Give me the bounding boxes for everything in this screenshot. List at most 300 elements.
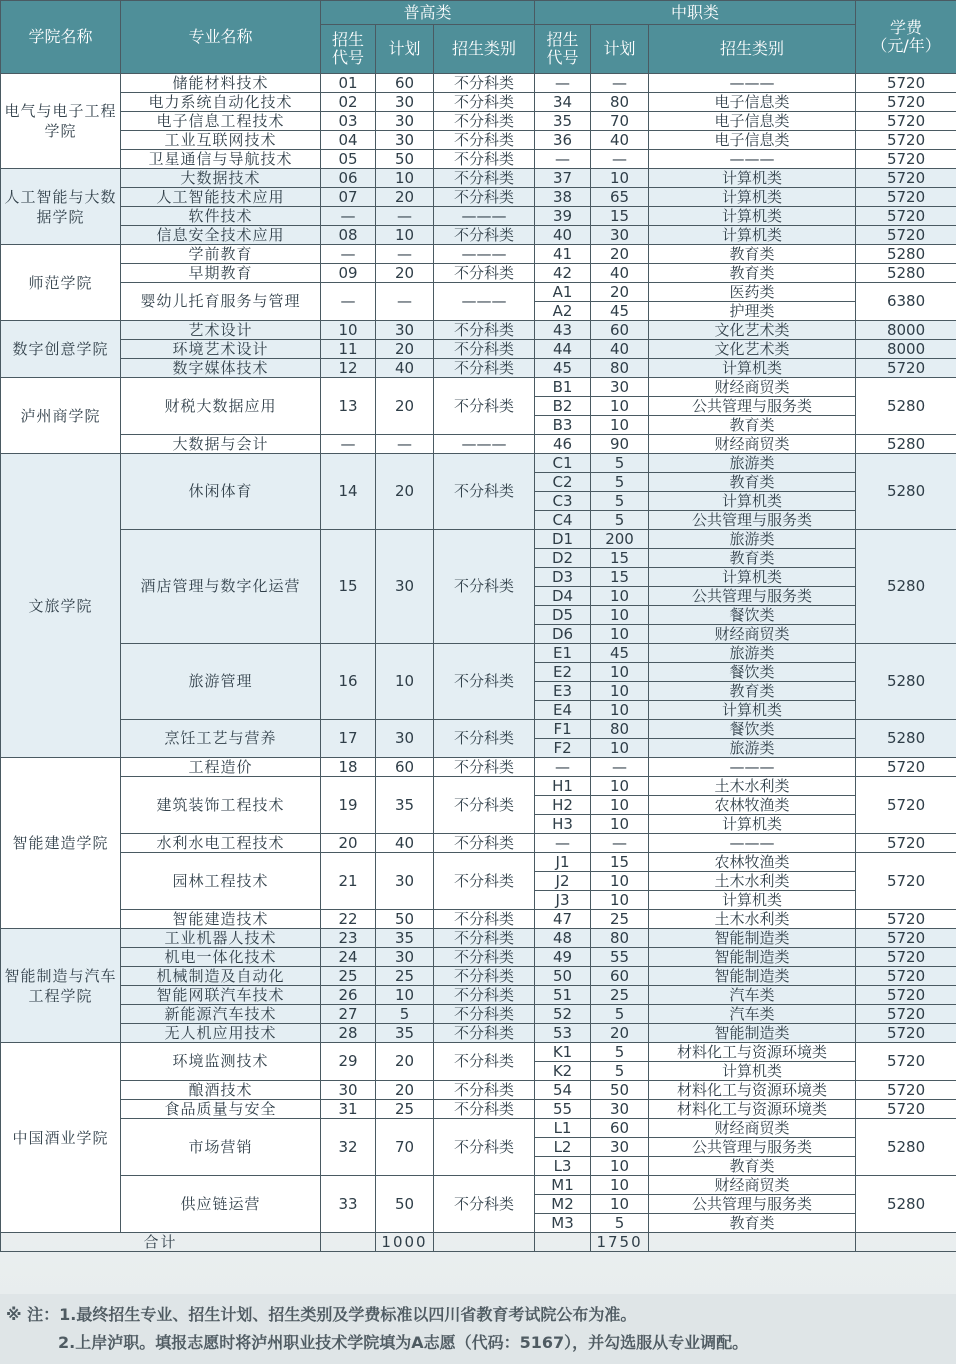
fee-value: 5720 <box>856 188 956 207</box>
gz-plan: 30 <box>376 112 434 131</box>
gz-plan: — <box>376 283 434 321</box>
table-row <box>1 1119 956 1138</box>
gz-plan: 10 <box>376 986 434 1005</box>
major-name: 机械制造及自动化 <box>121 967 321 986</box>
gz-category: 不分科类 <box>434 454 535 530</box>
zz-category: 教育类 <box>649 682 856 701</box>
fee-value: 5280 <box>856 644 956 720</box>
header-zz-code-line1: 招生 <box>546 30 579 49</box>
gz-plan: 40 <box>376 834 434 853</box>
table-row <box>1 207 956 226</box>
major-name: 电子信息工程技术 <box>121 112 321 131</box>
gz-code: 05 <box>321 150 376 169</box>
zz-plan: 80 <box>591 929 649 948</box>
gz-code: 30 <box>321 1081 376 1100</box>
gz-code: 17 <box>321 720 376 758</box>
major-name: 酿酒技术 <box>121 1081 321 1100</box>
fee-value: 5720 <box>856 986 956 1005</box>
zz-category: 财经商贸类 <box>649 1176 856 1195</box>
header-gz-category: 招生类别 <box>434 25 535 74</box>
zz-plan: 200 <box>591 530 649 549</box>
zz-category: 计算机类 <box>649 891 856 910</box>
zz-plan: 15 <box>591 853 649 872</box>
zz-code: 54 <box>535 1081 591 1100</box>
gz-category: 不分科类 <box>434 359 535 378</box>
major-name: 数字媒体技术 <box>121 359 321 378</box>
gz-plan: 30 <box>376 93 434 112</box>
fee-value: 5720 <box>856 1100 956 1119</box>
zz-plan: 10 <box>591 796 649 815</box>
table-body <box>1 74 956 1233</box>
gz-category: 不分科类 <box>434 1005 535 1024</box>
zz-category: 护理类 <box>649 302 856 321</box>
fee-value: 5720 <box>856 834 956 853</box>
zz-code: J1 <box>535 853 591 872</box>
gz-code: 25 <box>321 967 376 986</box>
zz-category: 计算机类 <box>649 226 856 245</box>
zz-code: D6 <box>535 625 591 644</box>
gz-category: 不分科类 <box>434 967 535 986</box>
zz-code: F2 <box>535 739 591 758</box>
major-name: 艺术设计 <box>121 321 321 340</box>
zz-plan: 5 <box>591 1062 649 1081</box>
table-row <box>1 340 956 359</box>
table-row <box>1 93 956 112</box>
gz-plan: 20 <box>376 188 434 207</box>
total-zz-code <box>535 1233 591 1252</box>
gz-category: 不分科类 <box>434 758 535 777</box>
gz-category: 不分科类 <box>434 948 535 967</box>
gz-code: 01 <box>321 74 376 93</box>
gz-plan: 50 <box>376 150 434 169</box>
fee-value: 8000 <box>856 340 956 359</box>
fee-value: 5720 <box>856 150 956 169</box>
major-name: 环境监测技术 <box>121 1043 321 1081</box>
zz-category: 公共管理与服务类 <box>649 511 856 530</box>
zz-plan: 40 <box>591 131 649 150</box>
gz-code: 04 <box>321 131 376 150</box>
fee-value: 5720 <box>856 853 956 910</box>
zz-plan: 10 <box>591 777 649 796</box>
major-name: 园林工程技术 <box>121 853 321 910</box>
fee-value: 6380 <box>856 283 956 321</box>
zz-category: 计算机类 <box>649 1062 856 1081</box>
zz-category: 旅游类 <box>649 739 856 758</box>
gz-plan: 35 <box>376 777 434 834</box>
zz-plan: 60 <box>591 321 649 340</box>
zz-plan: 5 <box>591 473 649 492</box>
gz-plan: — <box>376 435 434 454</box>
note-line-2: 2.上岸泸职。填报志愿时将泸州职业技术学院填为A志愿（代码：5167），并勾选服从专业调配。 <box>58 1333 749 1352</box>
gz-code: 03 <box>321 112 376 131</box>
zz-code: H1 <box>535 777 591 796</box>
header-gz-code-line1: 招生 <box>331 30 364 49</box>
gz-category: 不分科类 <box>434 834 535 853</box>
fee-value: 5280 <box>856 454 956 530</box>
zz-plan: 10 <box>591 1176 649 1195</box>
zz-category: ——— <box>649 74 856 93</box>
gz-category: 不分科类 <box>434 150 535 169</box>
major-name: 学前教育 <box>121 245 321 264</box>
table-row <box>1 245 956 264</box>
zz-plan: 25 <box>591 986 649 1005</box>
zz-code: 45 <box>535 359 591 378</box>
fee-value: 5280 <box>856 435 956 454</box>
zz-plan: 50 <box>591 1081 649 1100</box>
zz-code: M3 <box>535 1214 591 1233</box>
gz-category: 不分科类 <box>434 169 535 188</box>
zz-plan: 70 <box>591 112 649 131</box>
zz-code: 52 <box>535 1005 591 1024</box>
zz-code: E1 <box>535 644 591 663</box>
gz-plan: 40 <box>376 359 434 378</box>
fee-value: 5720 <box>856 1005 956 1024</box>
zz-plan: 10 <box>591 397 649 416</box>
gz-code: 06 <box>321 169 376 188</box>
gz-code: — <box>321 207 376 226</box>
zz-plan: 10 <box>591 625 649 644</box>
zz-code: E4 <box>535 701 591 720</box>
major-name: 工业机器人技术 <box>121 929 321 948</box>
zz-plan: 80 <box>591 720 649 739</box>
zz-category: 智能制造类 <box>649 929 856 948</box>
gz-plan: 60 <box>376 758 434 777</box>
zz-code: 40 <box>535 226 591 245</box>
major-name: 旅游管理 <box>121 644 321 720</box>
fee-value: 8000 <box>856 321 956 340</box>
zz-code: D3 <box>535 568 591 587</box>
gz-code: 07 <box>321 188 376 207</box>
table-row <box>1 169 956 188</box>
zz-category: 土木水利类 <box>649 910 856 929</box>
gz-category: 不分科类 <box>434 720 535 758</box>
fee-value: 5720 <box>856 758 956 777</box>
zz-code: D1 <box>535 530 591 549</box>
header-gz-code <box>321 25 376 74</box>
zz-plan: 30 <box>591 226 649 245</box>
zz-category: ——— <box>649 834 856 853</box>
gz-category: 不分科类 <box>434 530 535 644</box>
gz-category: 不分科类 <box>434 112 535 131</box>
gz-category: 不分科类 <box>434 929 535 948</box>
zz-plan: 45 <box>591 302 649 321</box>
table-row <box>1 1043 956 1062</box>
header-zz-code <box>535 25 591 74</box>
major-name: 大数据技术 <box>121 169 321 188</box>
table-row <box>1 378 956 397</box>
zz-code: B3 <box>535 416 591 435</box>
zz-category: 教育类 <box>649 264 856 283</box>
table-row <box>1 929 956 948</box>
zz-plan: — <box>591 758 649 777</box>
gz-category: 不分科类 <box>434 264 535 283</box>
table-row <box>1 131 956 150</box>
table-row <box>1 720 956 739</box>
zz-plan: 15 <box>591 549 649 568</box>
zz-category: 计算机类 <box>649 815 856 834</box>
major-name: 工程造价 <box>121 758 321 777</box>
gz-code: 32 <box>321 1119 376 1176</box>
zz-code: — <box>535 74 591 93</box>
table-row <box>1 758 956 777</box>
zz-category: 计算机类 <box>649 568 856 587</box>
fee-value: 5280 <box>856 264 956 283</box>
table-row <box>1 910 956 929</box>
fee-value: 5720 <box>856 967 956 986</box>
zz-category: 旅游类 <box>649 530 856 549</box>
zz-category: 公共管理与服务类 <box>649 1138 856 1157</box>
zz-code: D4 <box>535 587 591 606</box>
zz-category: 智能制造类 <box>649 1024 856 1043</box>
zz-plan: 40 <box>591 340 649 359</box>
gz-plan: 30 <box>376 948 434 967</box>
gz-category: 不分科类 <box>434 1100 535 1119</box>
zz-plan: 10 <box>591 416 649 435</box>
major-name: 烹饪工艺与营养 <box>121 720 321 758</box>
major-name: 休闲体育 <box>121 454 321 530</box>
gz-category: 不分科类 <box>434 74 535 93</box>
zz-code: 50 <box>535 967 591 986</box>
table-row <box>1 967 956 986</box>
college-name: 中国酒业学院 <box>1 1043 121 1233</box>
table-row <box>1 777 956 796</box>
total-label: 合计 <box>1 1233 321 1252</box>
header-fee <box>856 1 956 74</box>
zz-plan: 15 <box>591 207 649 226</box>
zz-code: B2 <box>535 397 591 416</box>
zz-category: 文化艺术类 <box>649 321 856 340</box>
gz-category: 不分科类 <box>434 1119 535 1176</box>
zz-plan: 5 <box>591 511 649 530</box>
fee-value: 5720 <box>856 929 956 948</box>
zz-category: 财经商贸类 <box>649 435 856 454</box>
gz-category: 不分科类 <box>434 188 535 207</box>
gz-plan: 50 <box>376 910 434 929</box>
gz-plan: 30 <box>376 853 434 910</box>
table-row <box>1 1081 956 1100</box>
zz-code: — <box>535 758 591 777</box>
fee-value: 5720 <box>856 169 956 188</box>
table-row <box>1 283 956 302</box>
zz-category: 电子信息类 <box>649 131 856 150</box>
gz-code: 12 <box>321 359 376 378</box>
total-gz-code <box>321 1233 376 1252</box>
gz-plan: 50 <box>376 1176 434 1233</box>
gz-plan: 30 <box>376 720 434 758</box>
table-row <box>1 264 956 283</box>
gz-plan: 20 <box>376 340 434 359</box>
gz-code: 21 <box>321 853 376 910</box>
zz-category: 计算机类 <box>649 188 856 207</box>
gz-category: ——— <box>434 245 535 264</box>
gz-category: 不分科类 <box>434 1081 535 1100</box>
major-name: 新能源汽车技术 <box>121 1005 321 1024</box>
zz-plan: 30 <box>591 378 649 397</box>
table-row <box>1 1176 956 1195</box>
zz-category: 旅游类 <box>649 454 856 473</box>
total-gz-category <box>434 1233 535 1252</box>
zz-code: — <box>535 834 591 853</box>
major-name: 储能材料技术 <box>121 74 321 93</box>
header-zz-code-line2: 代号 <box>546 48 579 67</box>
header-zhongzhi: 中职类 <box>535 1 856 25</box>
zz-code: 46 <box>535 435 591 454</box>
major-name: 大数据与会计 <box>121 435 321 454</box>
table-row <box>1 226 956 245</box>
gz-plan: 20 <box>376 378 434 435</box>
gz-plan: — <box>376 207 434 226</box>
table-row <box>1 74 956 93</box>
major-name: 建筑装饰工程技术 <box>121 777 321 834</box>
zz-code: 49 <box>535 948 591 967</box>
major-name: 财税大数据应用 <box>121 378 321 435</box>
gz-code: 16 <box>321 644 376 720</box>
zz-plan: 10 <box>591 587 649 606</box>
table-row <box>1 530 956 549</box>
zz-code: 47 <box>535 910 591 929</box>
gz-category: 不分科类 <box>434 986 535 1005</box>
gz-code: — <box>321 283 376 321</box>
zz-code: A2 <box>535 302 591 321</box>
major-name: 信息安全技术应用 <box>121 226 321 245</box>
zz-code: 37 <box>535 169 591 188</box>
zz-code: 55 <box>535 1100 591 1119</box>
zz-plan: 5 <box>591 454 649 473</box>
zz-category: 教育类 <box>649 1157 856 1176</box>
college-name: 泸州商学院 <box>1 378 121 454</box>
table-row <box>1 644 956 663</box>
zz-category: 土木水利类 <box>649 872 856 891</box>
fee-value: 5280 <box>856 245 956 264</box>
zz-code: 39 <box>535 207 591 226</box>
zz-plan: 25 <box>591 910 649 929</box>
gz-category: 不分科类 <box>434 777 535 834</box>
table-row <box>1 1024 956 1043</box>
total-zz-category <box>649 1233 856 1252</box>
zz-plan: 10 <box>591 1157 649 1176</box>
fee-value: 5280 <box>856 378 956 435</box>
gz-plan: 10 <box>376 226 434 245</box>
gz-plan: 25 <box>376 967 434 986</box>
gz-plan: 20 <box>376 1043 434 1081</box>
zz-plan: 55 <box>591 948 649 967</box>
gz-category: ——— <box>434 207 535 226</box>
gz-code: 08 <box>321 226 376 245</box>
zz-category: 材料化工与资源环境类 <box>649 1100 856 1119</box>
zz-code: — <box>535 150 591 169</box>
zz-category: 农林牧渔类 <box>649 853 856 872</box>
zz-category: 计算机类 <box>649 701 856 720</box>
zz-category: 计算机类 <box>649 169 856 188</box>
gz-code: 10 <box>321 321 376 340</box>
header-major: 专业名称 <box>121 1 321 74</box>
header-zz-plan: 计划 <box>591 25 649 74</box>
table-footer <box>1 1233 956 1252</box>
major-name: 电力系统自动化技术 <box>121 93 321 112</box>
zz-plan: 5 <box>591 1214 649 1233</box>
zz-code: 41 <box>535 245 591 264</box>
gz-category: 不分科类 <box>434 853 535 910</box>
table-row <box>1 986 956 1005</box>
fee-value: 5720 <box>856 948 956 967</box>
zz-category: 公共管理与服务类 <box>649 1195 856 1214</box>
header-gz-code-line2: 代号 <box>331 48 364 67</box>
zz-plan: 40 <box>591 264 649 283</box>
zz-plan: 60 <box>591 967 649 986</box>
gz-category: 不分科类 <box>434 131 535 150</box>
gz-code: 23 <box>321 929 376 948</box>
major-name: 机电一体化技术 <box>121 948 321 967</box>
zz-code: 43 <box>535 321 591 340</box>
zz-code: C2 <box>535 473 591 492</box>
gz-code: 29 <box>321 1043 376 1081</box>
zz-category: 教育类 <box>649 245 856 264</box>
zz-category: 财经商贸类 <box>649 378 856 397</box>
zz-plan: 10 <box>591 1195 649 1214</box>
fee-value: 5720 <box>856 910 956 929</box>
gz-code: 24 <box>321 948 376 967</box>
gz-code: 18 <box>321 758 376 777</box>
zz-category: 教育类 <box>649 1214 856 1233</box>
fee-value: 5280 <box>856 530 956 644</box>
zz-plan: 5 <box>591 492 649 511</box>
gz-plan: 10 <box>376 169 434 188</box>
major-name: 酒店管理与数字化运营 <box>121 530 321 644</box>
total-row <box>1 1233 956 1252</box>
gz-plan: 20 <box>376 264 434 283</box>
major-name: 早期教育 <box>121 264 321 283</box>
zz-code: F1 <box>535 720 591 739</box>
gz-code: 26 <box>321 986 376 1005</box>
gz-category: 不分科类 <box>434 1043 535 1081</box>
gz-category: 不分科类 <box>434 340 535 359</box>
gz-code: 11 <box>321 340 376 359</box>
gz-code: — <box>321 245 376 264</box>
gz-code: 13 <box>321 378 376 435</box>
zz-code: 36 <box>535 131 591 150</box>
gz-code: 02 <box>321 93 376 112</box>
zz-code: 51 <box>535 986 591 1005</box>
zz-category: ——— <box>649 758 856 777</box>
zz-category: 餐饮类 <box>649 663 856 682</box>
zz-code: J2 <box>535 872 591 891</box>
zz-plan: 30 <box>591 1138 649 1157</box>
zz-code: M1 <box>535 1176 591 1195</box>
header-college: 学院名称 <box>1 1 121 74</box>
zz-plan: 80 <box>591 93 649 112</box>
zz-code: A1 <box>535 283 591 302</box>
fee-value: 5720 <box>856 777 956 834</box>
gz-code: 14 <box>321 454 376 530</box>
zz-category: 餐饮类 <box>649 606 856 625</box>
zz-plan: 10 <box>591 891 649 910</box>
note-line-1: ※ 注：1.最终招生专业、招生计划、招生类别及学费标准以四川省教育考试院公布为准。 <box>6 1305 637 1324</box>
zz-code: K2 <box>535 1062 591 1081</box>
fee-value: 5720 <box>856 1024 956 1043</box>
zz-category: 财经商贸类 <box>649 625 856 644</box>
zz-category: 计算机类 <box>649 359 856 378</box>
zz-code: 35 <box>535 112 591 131</box>
gz-plan: 30 <box>376 530 434 644</box>
zz-plan: 5 <box>591 1005 649 1024</box>
gz-category: 不分科类 <box>434 910 535 929</box>
zz-code: L3 <box>535 1157 591 1176</box>
zz-code: 38 <box>535 188 591 207</box>
fee-value: 5720 <box>856 1043 956 1081</box>
zz-code: B1 <box>535 378 591 397</box>
college-name: 师范学院 <box>1 245 121 321</box>
gz-plan: 30 <box>376 321 434 340</box>
